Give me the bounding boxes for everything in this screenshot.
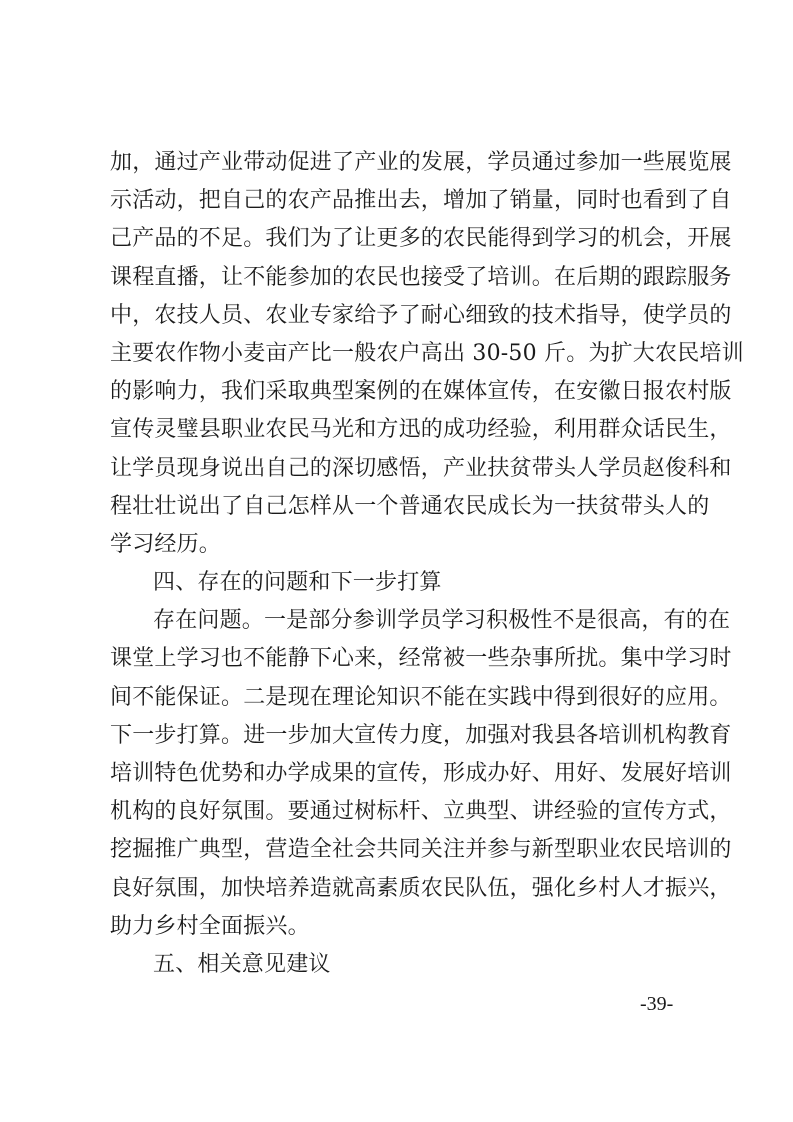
section-heading: 四、存在的问题和下一步打算	[153, 570, 442, 596]
text-line: 让学员现身说出自己的深切感悟，产业扶贫带头人学员赵俊科和	[110, 455, 732, 481]
text-line: 学习经历。	[110, 531, 222, 557]
text-line: 间不能保证。二是现在理论知识不能在实践中得到很好的应用。	[110, 684, 732, 710]
text-line: 加，通过产业带动促进了产业的发展，学员通过参加一些展览展	[110, 150, 732, 175]
text-line: 培训特色优势和办学成果的宣传，形成办好、用好、发展好培训	[110, 761, 732, 786]
text-line: 助力乡村全面振兴。	[110, 913, 310, 939]
text-line: 挖掘推广典型，营造全社会共同关注并参与新型职业农民培训的	[110, 837, 732, 863]
text-line: 存在问题。一是部分参训学员学习积极性不是很高，有的在	[153, 608, 731, 634]
text-line: 主要农作物小麦亩产比一般农户高出 30-50 斤。为扩大农民培训	[110, 340, 744, 366]
text-line: 机构的良好氛围。要通过树标杆、立典型、讲经验的宣传方式，	[110, 799, 732, 825]
text-line: 中，农技人员、农业专家给予了耐心细致的技术指导，使学员的	[110, 302, 732, 328]
body-text	[110, 144, 744, 984]
text-line: 课堂上学习也不能静下心来，经常被一些杂事所扰。集中学习时	[110, 646, 732, 672]
section-heading: 五、相关意见建议	[153, 951, 331, 977]
text-line: 下一步打算。进一步加大宣传力度，加强对我县各培训机构教育	[110, 722, 732, 748]
text-line: 良好氛围，加快培养造就高素质农民队伍，强化乡村人才振兴，	[110, 875, 732, 901]
text-line: 的影响力，我们采取典型案例的在媒体宣传，在安徽日报农村版	[110, 379, 732, 405]
text-line: 程壮壮说出了自己怎样从一个普通农民成长为一扶贫带头人的	[110, 493, 710, 519]
text-line: 示活动，把自己的农产品推出去，增加了销量，同时也看到了自	[110, 188, 732, 214]
text-line: 己产品的不足。我们为了让更多的农民能得到学习的机会，开展	[110, 226, 732, 252]
text-line: 课程直播，让不能参加的农民也接受了培训。在后期的跟踪服务	[110, 264, 732, 290]
page-number: -39-	[640, 993, 674, 1015]
text-line: 宣传灵璧县职业农民马光和方迅的成功经验，利用群众话民生，	[110, 417, 732, 443]
